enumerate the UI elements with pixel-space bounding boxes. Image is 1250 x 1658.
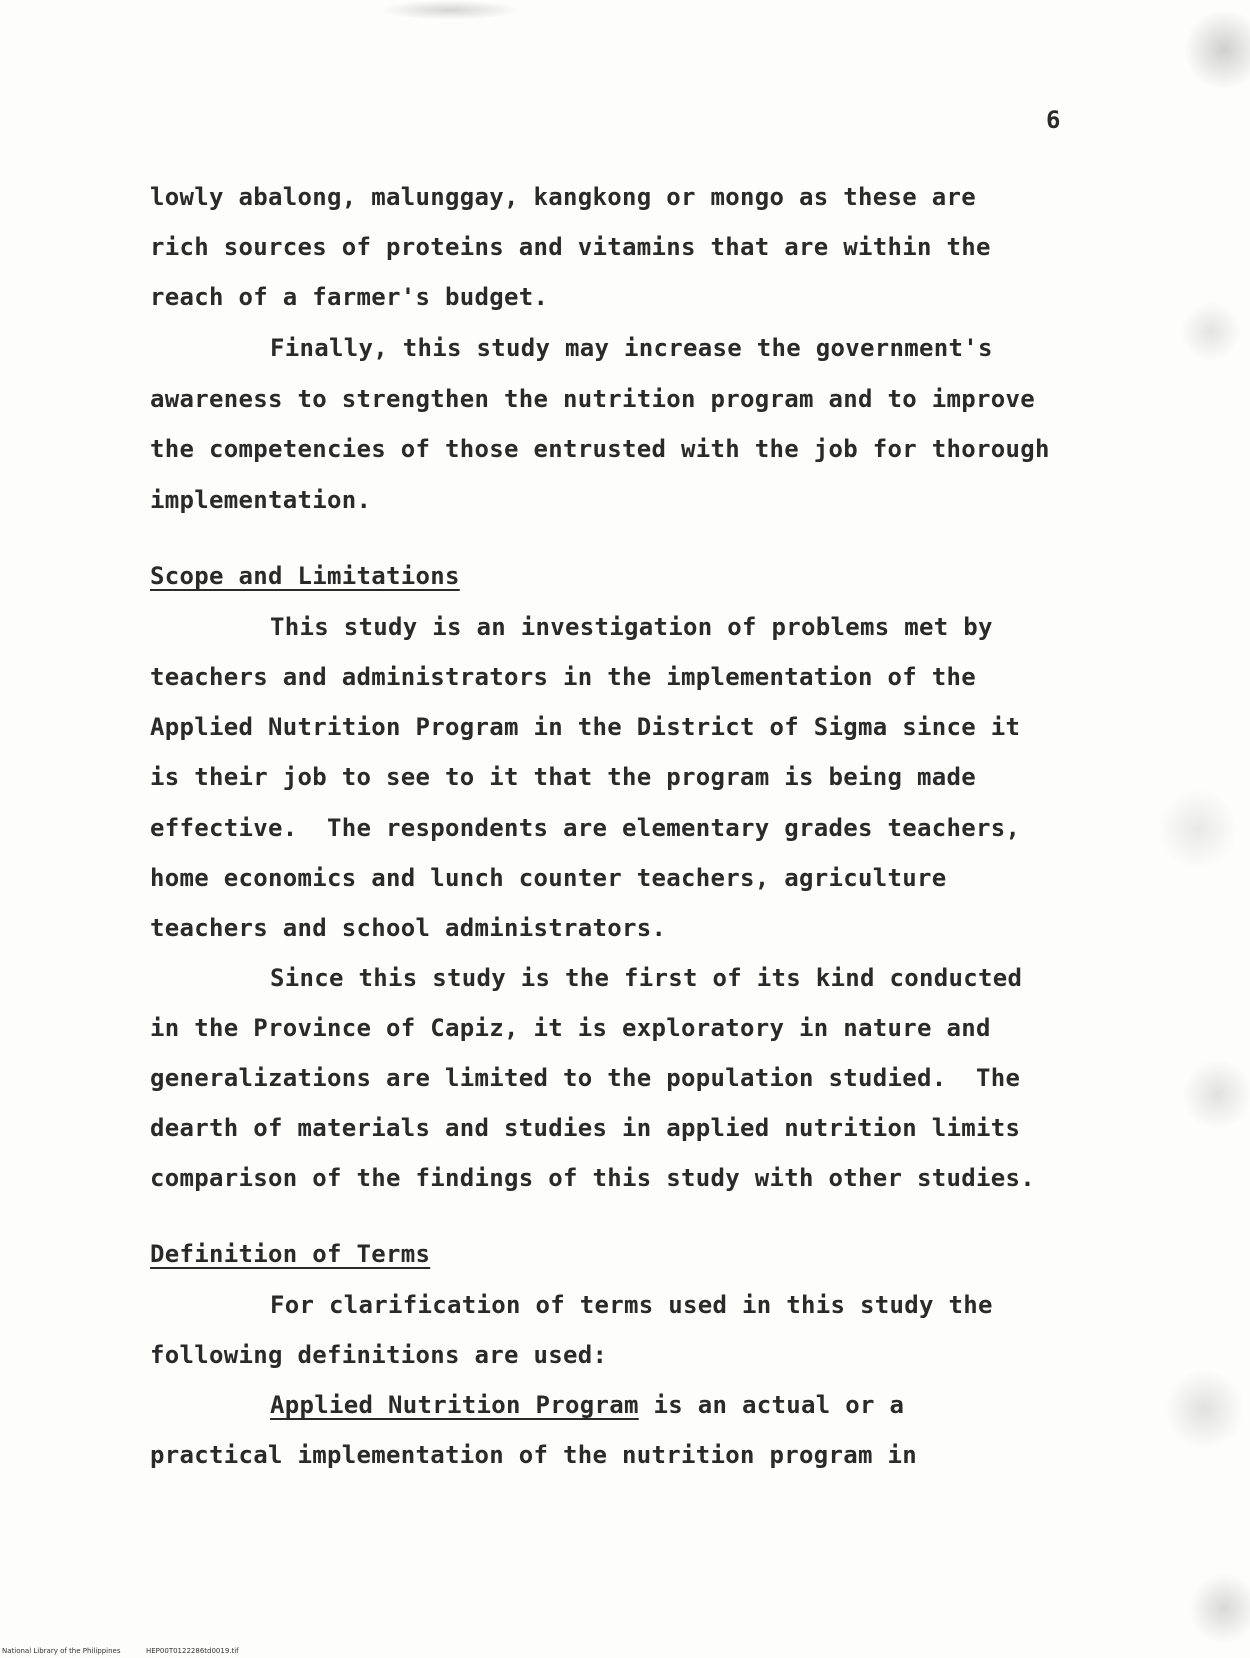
text-line: implementation. [150,486,372,514]
definition-text: is an actual or a [638,1391,905,1419]
text-line: dearth of materials and studies in applied nutrition limits [150,1114,1021,1142]
text-line: rich sources of proteins and vitamins that are within the [150,233,991,261]
text-line: lowly abalong, malunggay, kangkong or mongo as these are [150,183,976,211]
section-heading-scope: Scope and Limitations [150,562,460,590]
scan-noise-right-edge [1120,0,1250,1658]
defined-term: Applied Nutrition Program [270,1391,639,1419]
text-line: teachers and school administrators. [150,914,667,942]
text-line: practical implementation of the nutrition program in [150,1441,917,1469]
text-line: effective. The respondents are elementary grades teachers, [150,814,1021,842]
text-line: is their job to see to it that the program is being made [150,763,976,791]
text-line: teachers and administrators in the implementation of the [150,663,976,691]
text-line: For clarification of terms used in this study the [270,1291,993,1319]
definition-line [270,1390,904,1420]
footer-file-id: HEP00T0122286td0019.tif [146,1647,239,1655]
text-line: home economics and lunch counter teachers, agriculture [150,864,947,892]
text-line: This study is an investigation of problems met by [270,613,993,641]
scan-noise-top [380,0,520,20]
text-line: reach of a farmer's budget. [150,283,549,311]
footer-library-name: National Library of the Philippines [2,1647,121,1655]
text-line: in the Province of Capiz, it is exploratory in nature and [150,1014,991,1042]
text-line: Finally, this study may increase the government's [270,334,993,362]
page-number: 6 [1046,106,1061,134]
text-line: Applied Nutrition Program in the District of Sigma since it [150,713,1021,741]
text-line: Since this study is the first of its kind conducted [270,964,1023,992]
text-line: generalizations are limited to the population studied. The [150,1064,1021,1092]
text-line: following definitions are used: [150,1341,608,1369]
text-line: comparison of the findings of this study with other studies. [150,1164,1035,1192]
section-heading-definitions: Definition of Terms [150,1240,431,1268]
text-line: the competencies of those entrusted with the job for thorough [150,435,1050,463]
text-line: awareness to strengthen the nutrition program and to improve [150,385,1035,413]
